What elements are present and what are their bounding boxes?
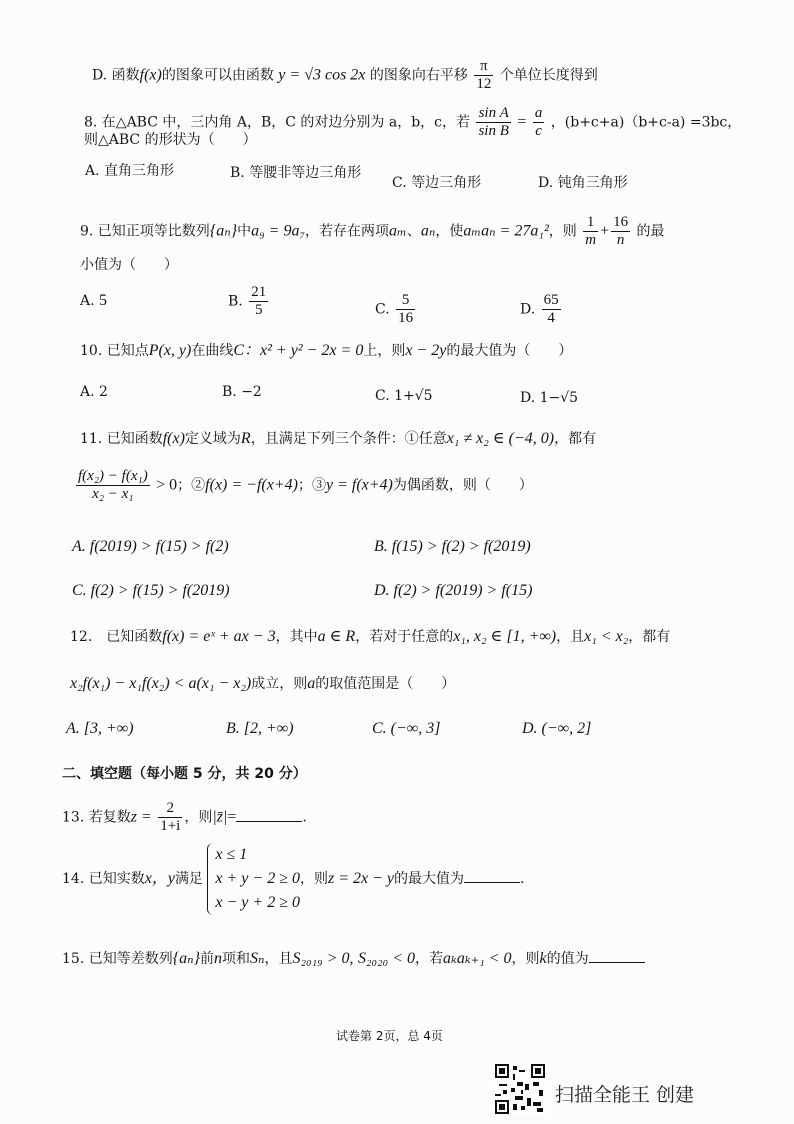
q9-option-a: A. 5 [80,292,108,309]
q12-option-b: B. [2, +∞) [226,720,294,737]
q9-fraction-1: $\frac{1}{m}$ [585,214,597,248]
q10-option-c: C. 1+√5 [375,388,433,404]
q11-stem: 11. 已知函数f(x)定义域为R，且满足下列三个条件：①任意x₁ ≠ x₂ ∈ (−4, 0)，都有 [80,430,597,447]
q15-answer-blank[interactable] [589,948,645,963]
q10-option-b: B. −2 [222,384,262,400]
q13-stem: 13. 若复数z = $\frac{2}{1+i}$ ，则|z̄|= . [62,800,307,834]
q11-conditions: $\frac{\text{f(x₂) − f(x₁)}}{\text{x₂ − x₁}}$ > 0；②f(x) = −f(x+4)；③y = f(x+4)为偶函数，则（ ） [78,468,533,502]
q12-condition: x₂f(x₁) − x₁f(x₂) < a(x₁ − x₂)成立，则a的取值范围是（ ） [70,675,456,692]
q13-fraction: $\frac{2}{1+i}$ [160,800,181,834]
q10-option-d: D. 1−√5 [520,390,579,406]
q12-option-d: D. (−∞, 2] [522,720,592,737]
q8-option-a: A. 直角三角形 [85,163,175,179]
scanner-brand-text: 扫描全能王 创建 [555,1084,695,1106]
q9-stem: 9. 已知正项等比数列{aₙ}中a₉ = 9a₇，若存在两项aₘ、aₙ，使aₘaₙ = 27a₁²，则 $\frac{1}{m}$ + $\frac{16}{n}$ 的最 [80,214,665,248]
q8-stem: 8. 在△ABC 中，三内角 A，B，C 的对边分别为 a，b，c，若 $\frac{\text{sin A}}{\text{sin B}}$ = $\frac{a}{c}$ ，(b+c+a)（b+c-a) =3bc， [84,105,742,139]
page-footer: 试卷第 2页，总 4页 [336,1029,443,1043]
q11-monotone-fraction: $\frac{\text{f(x₂) − f(x₁)}}{\text{x₂ − x₁}}$ [78,468,148,502]
q11-option-d: D. f(2) > f(2019) > f(15) [374,582,533,599]
q13-answer-blank[interactable] [236,807,302,822]
shift-fraction: $\frac{\pi}{12}$ [476,58,492,92]
q10-option-a: A. 2 [80,384,108,400]
q7-option-d: D. 函数f(x)的图象可以由函数 y = √3 cos 2x 的图象向右平移 $\frac{\pi}{12}$ 个单位长度得到 [92,58,598,92]
q11-option-a: A. f(2019) > f(15) > f(2) [72,538,229,555]
q9-fraction-2: $\frac{16}{n}$ [613,214,629,248]
q9-option-d: D. $\frac{65}{4}$ [520,292,559,326]
q9-option-b: B. $\frac{21}{5}$ [228,284,267,318]
q15-stem: 15. 已知等差数列{aₙ}前n项和Sₙ，且S₂₀₁₉ > 0, S₂₀₂₀ < 0，若aₖaₖ₊₁ < 0，则k的值为 [62,948,645,968]
q14-answer-blank[interactable] [464,868,520,883]
q8-sine-fraction: $\frac{\text{sin A}}{\text{sin B}}$ [478,105,509,139]
q8-option-c: C. 等边三角形 [392,175,482,191]
q12-stem: 12. 已知函数f(x) = eˣ + ax − 3，其中a ∈ R，若对于任意的x₁, x₂ ∈ [1, +∞)，且x₁ < x₂，都有 [70,628,671,645]
q11-option-c: C. f(2) > f(15) > f(2019) [72,582,230,599]
q8-option-b: B. 等腰非等边三角形 [230,165,362,181]
q12-option-a: A. [3, +∞) [66,720,134,737]
q8-option-d: D. 钝角三角形 [538,175,628,191]
section-fill-in-blank-heading: 二、填空题（每小题 5 分，共 20 分） [62,766,307,782]
q8-question: 则△ABC 的形状为（ ） [84,132,257,148]
q8-side-fraction: $\frac{a}{c}$ [534,105,543,139]
q12-option-c: C. (−∞, 3] [372,720,441,737]
q10-stem: 10. 已知点P(x, y)在曲线C：x² + y² − 2x = 0上，则x − 2y的最大值为（ ） [80,342,573,359]
q14-stem: 14. 已知实数x，y满足 x ≤ 1 x + y − 2 ≥ 0 x − y + 2 ≥ 0 ，则z = 2x − y的最大值为 . [62,843,524,915]
q11-option-b: B. f(15) > f(2) > f(2019) [374,538,531,555]
q9-option-c: C. $\frac{5}{16}$ [375,292,414,326]
q14-constraint-system: x ≤ 1 x + y − 2 ≥ 0 x − y + 2 ≥ 0 [207,843,300,915]
q9-question: 小值为（ ） [80,257,178,273]
qr-code-icon [495,1064,545,1114]
